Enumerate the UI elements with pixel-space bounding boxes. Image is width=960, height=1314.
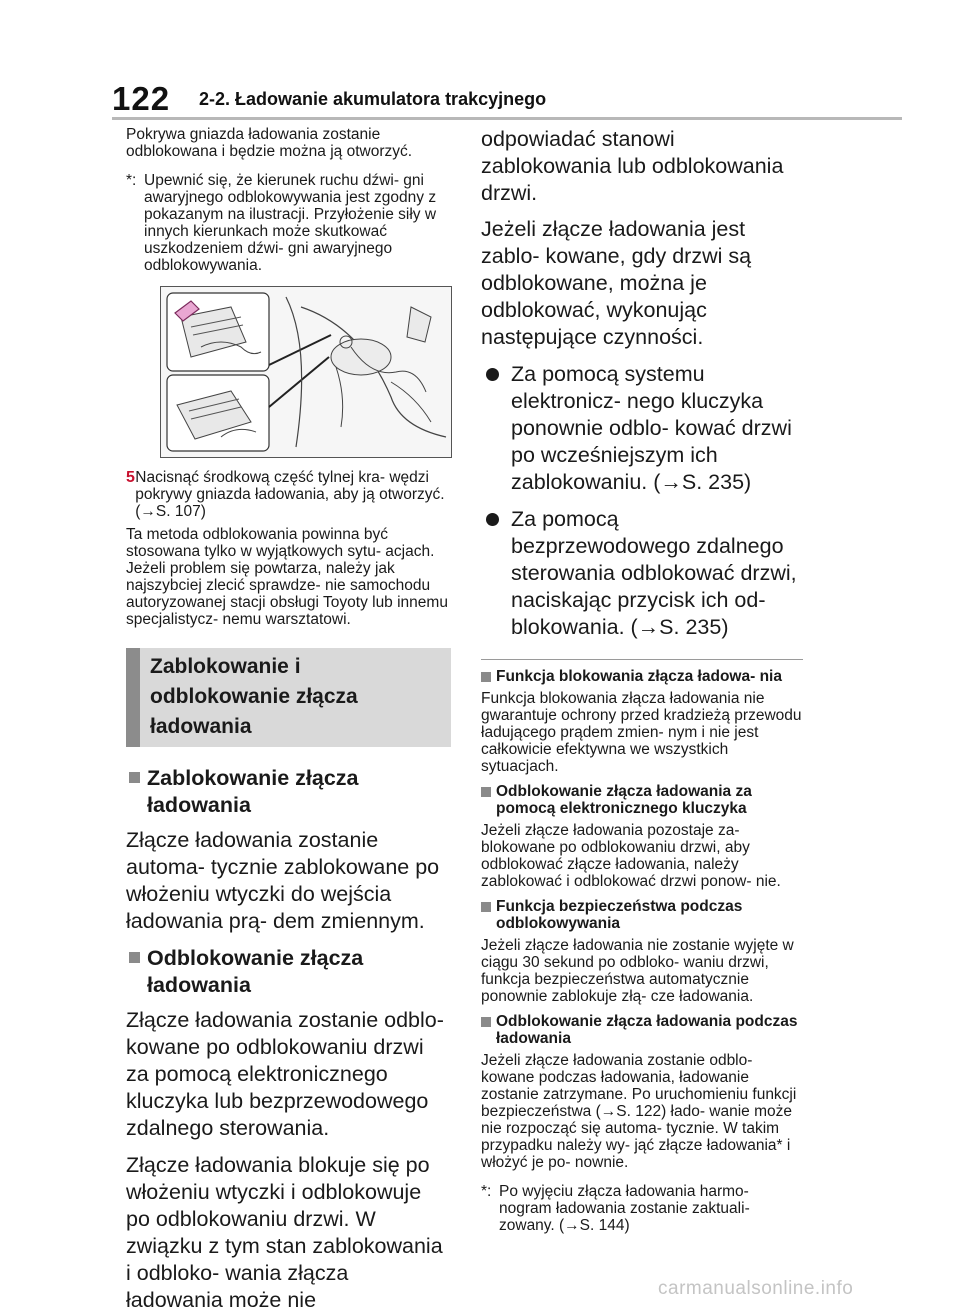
square-bullet-icon — [481, 672, 491, 682]
footnote-marker: *: — [126, 172, 137, 189]
square-bullet-icon — [481, 787, 491, 797]
sec3-paragraph: Jeżeli złącze ładowania nie zostanie wyjęte w ciągu 30 sekund po odbloko- waniu drzwi, funkcja bezpieczeństwa automatycznie ponownie zablokuje złą- cze ładowania. — [481, 937, 794, 1005]
sec4-heading — [481, 1013, 803, 1047]
bullet-remote-control — [481, 506, 803, 641]
square-bullet-icon — [481, 1017, 491, 1027]
section-divider — [481, 659, 803, 660]
watermark-footer: carmanualsonline.info — [658, 1278, 854, 1299]
page-number: 122 — [112, 80, 171, 117]
sec1-paragraph: Funkcja blokowania złącza ładowania nie gwarantuje ochrony przed kradzieżą przewodu ładującego prądem zmien- nym i nie jest całkowicie efektywna we wszystkich sytuacjach. — [481, 690, 802, 775]
release-lever-illustration — [160, 286, 452, 458]
square-bullet-icon — [481, 902, 491, 912]
bullet-electronic-key — [481, 361, 803, 496]
warning-paragraph: Ta metoda odblokowania powinna być stosowana tylko w wyjątkowych sytu- acjach. Jeżeli problem się powtarza, należy jak najszybciej zlecić sprawdze- nie samochodu autoryzowanej stacji obsługi Toyoty lub innemu specjalistycz- nemu warsztatowi. — [126, 526, 448, 628]
lock-heading — [126, 765, 451, 819]
intro-paragraph: Pokrywa gniazda ładowania zostanie odblokowana i będzie można ją otworzyć. — [126, 126, 413, 160]
right-column — [481, 126, 803, 1234]
square-bullet-icon — [129, 772, 140, 783]
step-number: 5 — [126, 469, 135, 486]
round-bullet-icon — [486, 513, 499, 526]
round-bullet-icon — [486, 368, 499, 381]
sec1-heading-text: Funkcja blokowania złącza ładowa- nia — [496, 668, 782, 685]
footnote — [481, 1183, 803, 1234]
left-column — [126, 126, 451, 1314]
page-header — [112, 74, 902, 122]
unlock-heading — [126, 945, 451, 999]
sec3-heading — [481, 898, 803, 932]
section-title: 2-2. Ładowanie akumulatora trakcyjnego — [199, 89, 547, 109]
locked-paragraph: Jeżeli złącze ładowania jest zablo- kowane, gdy drzwi są odblokowane, można je odblokować, wykonując następujące czynności. — [481, 217, 752, 349]
continued-paragraph: odpowiadać stanowi zablokowania lub odblokowania drzwi. — [481, 127, 784, 205]
illustration-drawing — [161, 287, 451, 457]
bullet-remote-control-text: Za pomocą bezprzewodowego zdalnego sterowania odblokować drzwi, naciskając przycisk ich od- blokowania. (→S. 235) — [511, 507, 797, 639]
sec1-heading — [481, 668, 803, 685]
lock-paragraph: Złącze ładowania zostanie automa- tycznie zablokowane po włożeniu wtyczki do wejścia ładowania prą- dem zmiennym. — [126, 828, 440, 933]
bullet-electronic-key-text: Za pomocą systemu elektronicz- nego kluczyka ponownie odblo- kować drzwi po wcześniejszym ich zablokowaniu. (→S. 235) — [511, 362, 792, 494]
sync-paragraph: Złącze ładowania blokuje się po włożeniu wtyczki i odblokowuje po odblokowaniu drzwi. W związku z tym stan zablokowania i odbloko- wania złącza ładowania może nie — [126, 1153, 443, 1312]
footnote-marker: *: — [481, 1183, 492, 1200]
sec3-heading-text: Funkcja bezpieczeństwa podczas odblokowywania — [496, 898, 743, 932]
step-5 — [126, 469, 451, 520]
sec4-heading-text: Odblokowanie złącza ładowania podczas ładowania — [496, 1013, 798, 1047]
unlock-heading-text: Odblokowanie złącza ładowania — [147, 946, 364, 997]
sec4-paragraph: Jeżeli złącze ładowania zostanie odblo- kowane podczas ładowania, ładowanie zostanie zatrzymane. Po uruchomieniu funkcji bezpieczeństwa (→S. 122) łado- wanie może nie rozpocząć się automa- tycznie. W takim przypadku należy wy- jąć złącze ładowania* i włożyć je po- nownie. — [481, 1052, 797, 1171]
unlock-paragraph: Złącze ładowania zostanie odblo- kowane po odblokowaniu drzwi za pomocą elektronicznego kluczyka lub bezprzewodowego zdalnego sterowania. — [126, 1008, 444, 1140]
step-text: Nacisnąć środkową część tylnej kra- wędzi pokrywy gniazda ładowania, aby ją otworzyć. (→S. 107) — [135, 469, 445, 520]
footnote — [126, 172, 451, 274]
square-bullet-icon — [129, 952, 140, 963]
footnote-text: Upewnić się, że kierunek ruchu dźwi- gni awaryjnego odblokowywania jest zgodny z pokazanym na ilustracji. Przyłożenie siły w innych kierunkach może skutkować uszkodzeniem dźwi- gni awaryjnego odblokowywania. — [144, 172, 437, 274]
sec2-heading-text: Odblokowanie złącza ładowania za pomocą elektronicznego kluczyka — [496, 783, 752, 817]
sec2-paragraph: Jeżeli złącze ładowania pozostaje za- blokowane po odblokowaniu drzwi, aby odblokować złącze ładowania, należy zablokować i odblokować drzwi ponow- nie. — [481, 822, 781, 890]
section-banner: Zablokowanie i odblokowanie złącza ładowania — [126, 648, 451, 747]
sec2-heading — [481, 783, 803, 817]
footnote-text: Po wyjęciu złącza ładowania harmo- nogram ładowania zostanie zaktuali- zowany. (→S. 144) — [499, 1183, 750, 1234]
lock-heading-text: Zablokowanie złącza ładowania — [147, 766, 359, 817]
header-divider — [112, 117, 902, 120]
